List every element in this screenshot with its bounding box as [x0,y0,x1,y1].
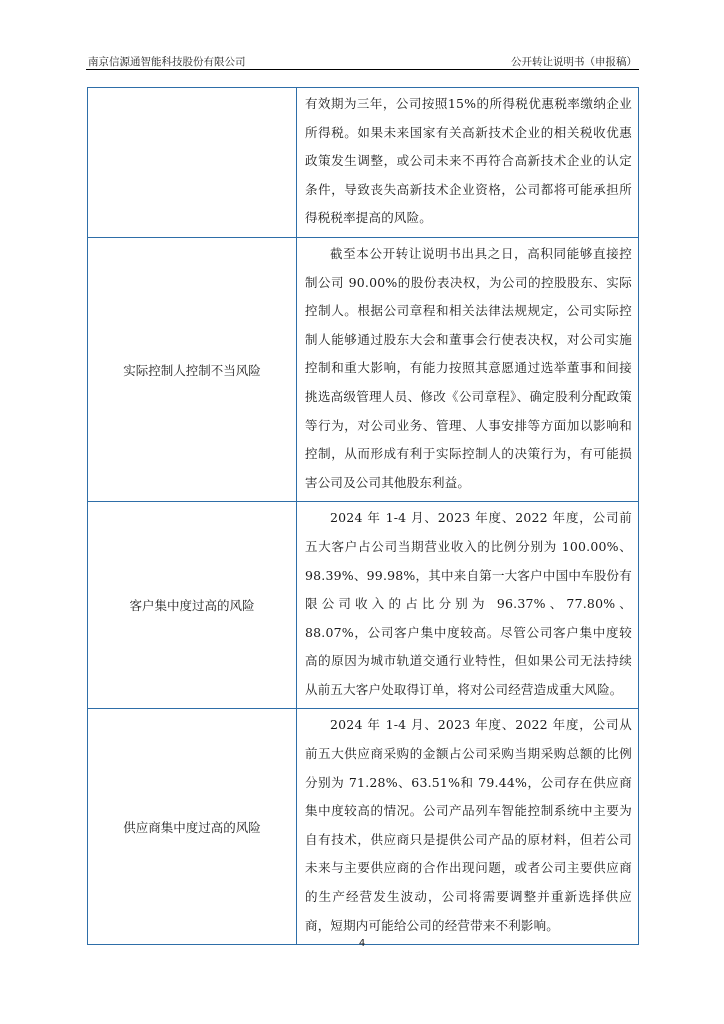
page-header [88,53,637,69]
header-company-name: 南京信源通智能科技股份有限公司 [88,56,246,68]
risk-name-cell: 实际控制人控制不当风险 [88,237,297,501]
risk-name-cell: 客户集中度过高的风险 [88,502,297,709]
header-rule [86,69,639,70]
risk-description-cell [297,709,639,945]
risk-description-cell [297,502,639,709]
risk-description: 截至本公开转让说明书出具之日，高积同能够直接控制公司 90.00%的股份表决权，为公司的控股股东、实际控制人。根据公司章程和相关法律法规规定，公司实际控制人能够通过股东大会和董事会行使表决权，对公司实施控制和重大影响，有能力按照其意愿通过选举董事和间接挑选高级管理人员、修改《公司章程》、确定股利分配政策等行为，对公司业务、管理、人事安排等方面加以影响和控制，从而形成有利于实际控制人的决策行为，有可能损害公司及公司其他股东利益。 [305,245,632,490]
header-document-title: 公开转让说明书（申报稿） [511,56,637,68]
risk-description-cell [297,237,639,501]
risk-name-cell [88,88,297,238]
table-row [88,502,639,709]
table-row [88,709,639,945]
risk-description: 有效期为三年，公司按照15%的所得税优惠税率缴纳企业所得税。如果未来国家有关高新技术企业的相关税收优惠政策发生调整，或公司未来不再符合高新技术企业的认定条件，导致丧失高新技术企业资格，公司都将可能承担所得税税率提高的风险。 [305,96,632,226]
risk-table [87,87,639,945]
risk-description: 2024 年 1-4 月、2023 年度、2022 年度，公司从前五大供应商采购的金额占公司采购当期采购总额的比例分别为 71.28%、63.51%和 79.44%，公司存在供应商集中度较高的情况。公司产品列车智能控制系统中主要为自有技术，供应商只是提供公司产品的原材料，但若公司未来与主要供应商的合作出现问题，或者公司主要供应商的生产经营发生波动，公司将需要调整并重新选择供应商，短期内可能给公司的经营带来不利影响。 [305,717,632,933]
table-row [88,237,639,501]
risk-description-cell [297,88,639,238]
page-number: 4 [358,938,366,949]
risk-name-cell: 供应商集中度过高的风险 [88,709,297,945]
risk-description: 2024 年 1-4 月、2023 年度、2022 年度，公司前五大客户占公司当期营业收入的比例分别为 100.00%、98.39%、99.98%，其中来自第一大客户中国中车股份有限公司收入的占比分别为 96.37%、77.80%、88.07%，公司客户集中度较高。尽管公司客户集中度较高的原因为城市轨道交通行业特性，但如果公司无法持续从前五大客户处取得订单，将对公司经营造成重大风险。 [305,510,632,697]
table-row [88,88,639,238]
